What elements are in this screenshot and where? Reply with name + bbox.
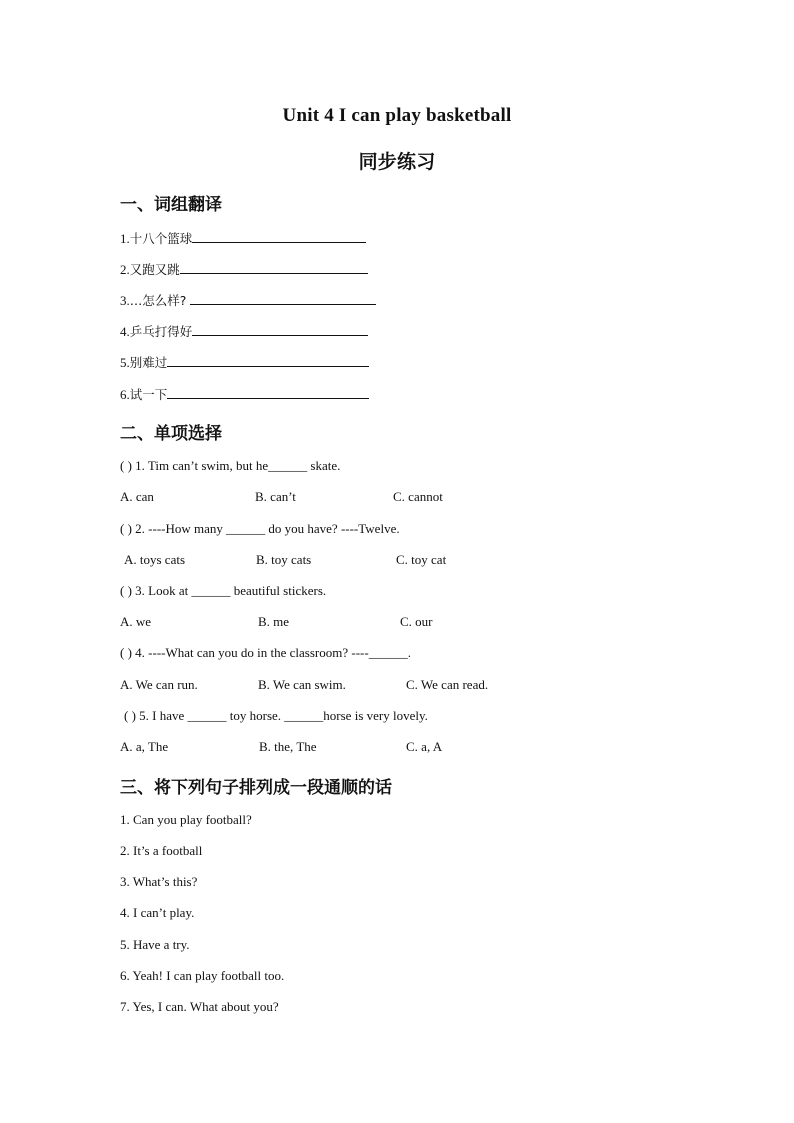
phrase-item-2 — [120, 260, 368, 278]
section-2-heading: 二、单项选择 — [120, 424, 222, 444]
option-b[interactable]: B. the, The — [259, 739, 317, 754]
option-b[interactable]: B. We can swim. — [258, 677, 346, 692]
phrase-item-3 — [120, 291, 376, 309]
section-1-heading: 一、词组翻译 — [120, 195, 222, 215]
question-stem: ( ) 5. I have ______ toy horse. ______horse is very lovely. — [124, 708, 428, 723]
phrase-number: 4. — [120, 324, 130, 339]
phrase-item-4 — [120, 322, 368, 340]
option-a[interactable]: A. We can run. — [120, 677, 198, 692]
phrase-text: 乒乓打得好 — [129, 324, 193, 339]
sentence-item: 6. Yeah! I can play football too. — [120, 968, 285, 983]
phrase-number: 1. — [120, 231, 130, 246]
option-a[interactable]: A. can — [120, 489, 154, 504]
phrase-item-1 — [120, 229, 366, 247]
answer-blank[interactable] — [180, 261, 368, 274]
option-c[interactable]: C. toy cat — [396, 552, 447, 567]
phrase-number: 3. — [120, 293, 130, 308]
option-b[interactable]: B. toy cats — [256, 552, 312, 567]
phrase-text: 又跑又跳 — [129, 262, 180, 277]
answer-blank[interactable] — [190, 292, 376, 305]
phrase-item-6 — [120, 385, 369, 403]
option-a[interactable]: A. a, The — [120, 739, 169, 754]
option-c[interactable]: C. We can read. — [406, 677, 489, 692]
phrase-number: 2. — [120, 262, 130, 277]
answer-blank[interactable] — [192, 230, 366, 243]
phrase-text: 别难过 — [129, 355, 168, 370]
option-a[interactable]: A. toys cats — [124, 552, 186, 567]
question-stem: ( ) 4. ----What can you do in the classroom? ----______. — [120, 645, 411, 660]
option-b[interactable]: B. me — [258, 614, 290, 629]
sentence-item: 5. Have a try. — [120, 937, 190, 952]
question-stem: ( ) 3. Look at ______ beautiful stickers. — [120, 583, 327, 598]
page-title: Unit 4 I can play basketball — [282, 105, 512, 126]
option-a[interactable]: A. we — [120, 614, 152, 629]
phrase-item-5 — [120, 353, 369, 371]
question-stem: ( ) 1. Tim can’t swim, but he______ skate. — [120, 458, 341, 473]
page-subtitle: 同步练习 — [358, 151, 436, 173]
section-3-heading: 三、将下列句子排列成一段通顺的话 — [120, 778, 392, 798]
phrase-text: 十八个篮球 — [129, 231, 193, 246]
phrase-text: 试一下 — [129, 387, 168, 402]
option-b[interactable]: B. can’t — [255, 489, 296, 504]
phrase-number: 5. — [120, 355, 130, 370]
sentence-item: 2. It’s a football — [120, 843, 203, 858]
question-stem: ( ) 2. ----How many ______ do you have? ----Twelve. — [120, 521, 400, 536]
sentence-item: 1. Can you play football? — [120, 812, 252, 827]
option-c[interactable]: C. a, A — [406, 739, 443, 754]
phrase-number: 6. — [120, 387, 130, 402]
answer-blank[interactable] — [167, 354, 369, 367]
sentence-item: 7. Yes, I can. What about you? — [120, 999, 279, 1014]
option-c[interactable]: C. our — [400, 614, 433, 629]
answer-blank[interactable] — [167, 386, 369, 399]
option-c[interactable]: C. cannot — [393, 489, 443, 504]
phrase-text: …怎么样? — [129, 293, 187, 308]
sentence-item: 3. What’s this? — [120, 874, 198, 889]
sentence-item: 4. I can’t play. — [120, 905, 195, 920]
answer-blank[interactable] — [192, 323, 368, 336]
